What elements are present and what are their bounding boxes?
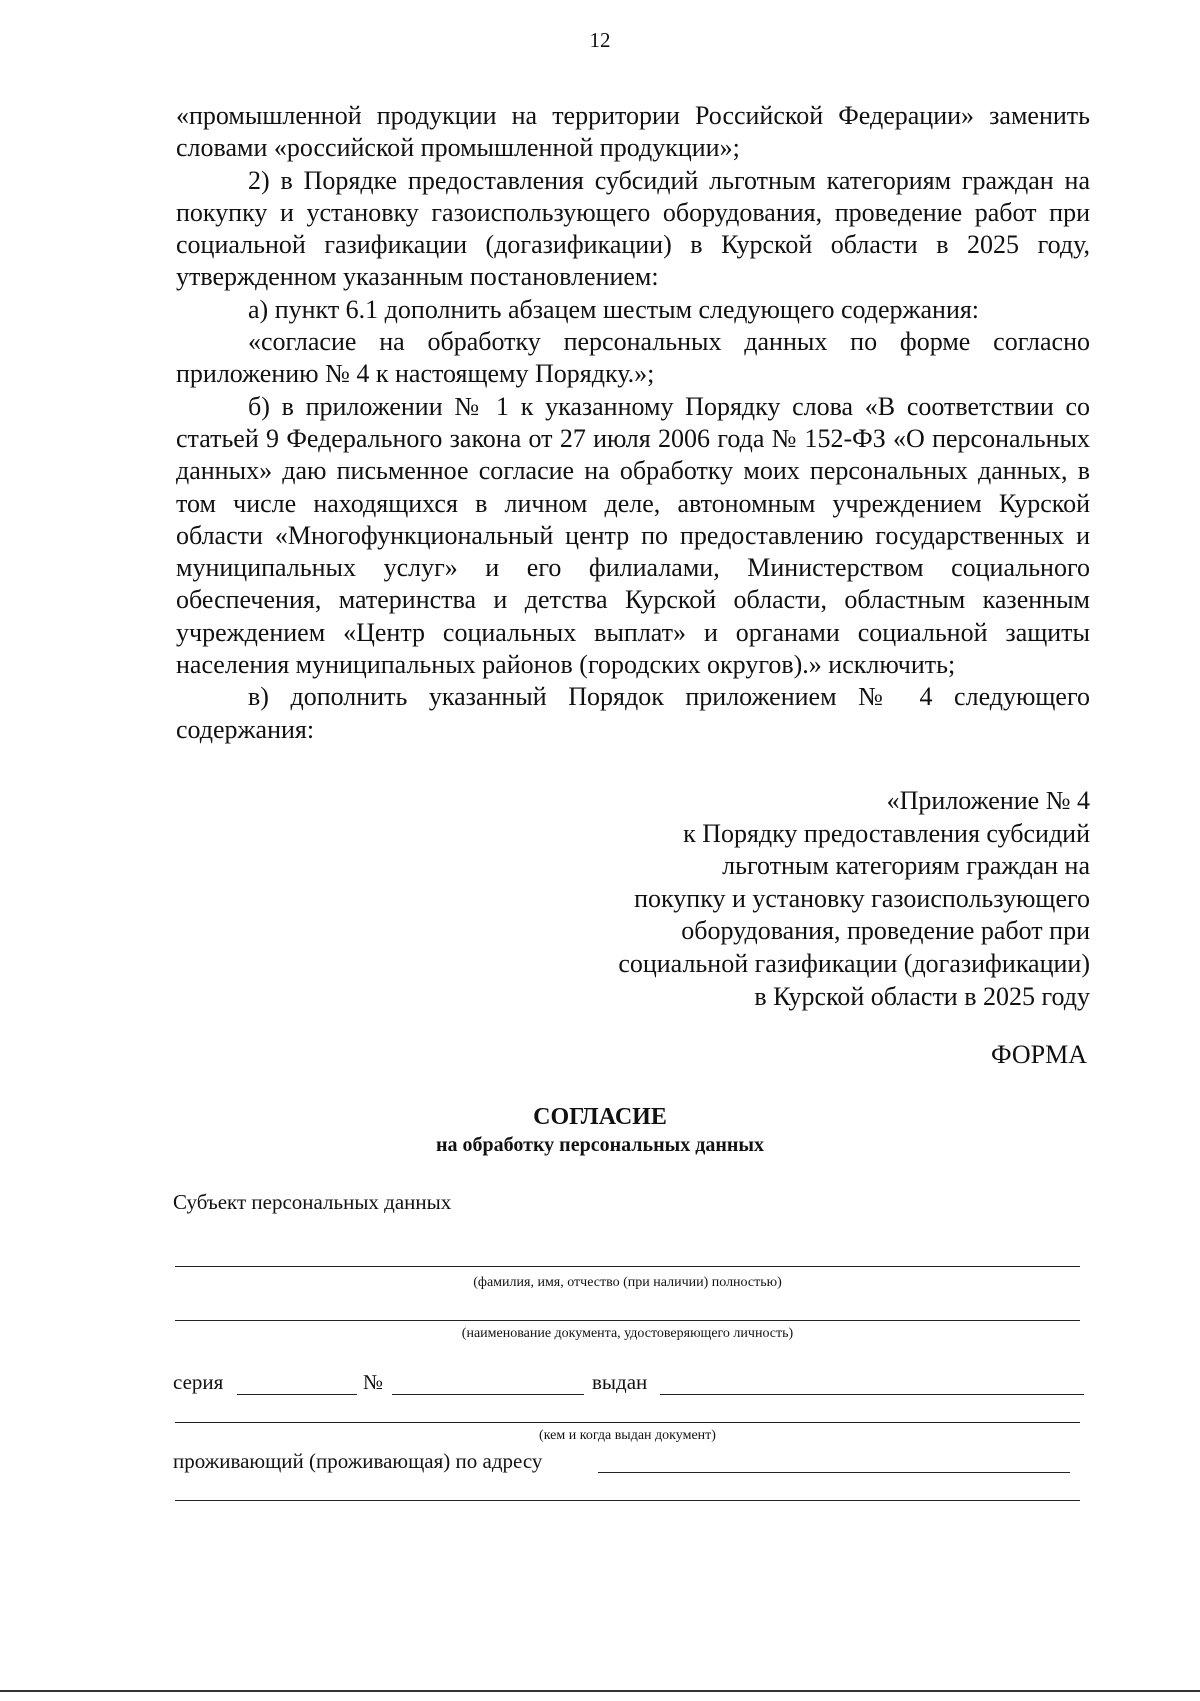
paragraph-replacement: «промышленной продукции на территории Российской Федерации» заменить словами «российской промышленной продукции»; <box>176 101 1090 163</box>
form-subtitle: на обработку персональных данных <box>436 1134 764 1156</box>
appendix-line: к Порядку предоставления субсидий <box>683 818 1090 848</box>
series-label: серия <box>173 1370 224 1394</box>
issued-caption: (кем и когда выдан документ) <box>539 1428 716 1443</box>
appendix-line: льготным категориям граждан на <box>722 851 1090 881</box>
appendix-line: «Приложение № 4 <box>886 786 1090 815</box>
number-field-line[interactable] <box>392 1394 584 1395</box>
paragraph-item-b: б) в приложении № 1 к указанному Порядку слова «В соответствии со статьей 9 Федерального закона от 27 июля 2006 года № 152-ФЗ «О персональных данных» даю письменное согласие на обработку моих персональных данных, в том числе находящихся в личном деле, автономным учреждением Курской области «Многофункциональный центр по предоставлению государственных и муниципальных услуг» и его филиалами, Министерством социального обеспечения, материнства и детства Курской области, областным казенным учреждением «Центр социальных выплат» и органами социальной защиты населения муниципальных районов (городских округов).» исключить; <box>176 391 1090 680</box>
issued-field-line[interactable] <box>660 1394 1084 1395</box>
address-continuation-line[interactable] <box>175 1500 1080 1501</box>
fio-caption: (фамилия, имя, отчество (при наличии) полностью) <box>473 1275 782 1290</box>
paragraph-item-v: в) дополнить указанный Порядок приложением № 4 следующего содержания: <box>176 682 1090 744</box>
address-label: проживающий (проживающая) по адресу <box>173 1449 543 1473</box>
appendix-line: покупку и установку газоиспользующего <box>634 883 1090 913</box>
address-field-line[interactable] <box>598 1472 1070 1473</box>
appendix-header <box>500 785 1090 1013</box>
page-number: 12 <box>589 28 611 52</box>
paragraph-item-2: 2) в Порядке предоставления субсидий льготным категориям граждан на покупку и установку газоиспользующего оборудования, проведение работ при социальной газификации (догазификации) в Курской области в 2025 году, утвержденном указанным постановлением: <box>176 165 1090 292</box>
paragraph-item-a: а) пункт 6.1 дополнить абзацем шестым следующего содержания: <box>248 294 980 324</box>
form-label: ФОРМА <box>991 1040 1087 1069</box>
issued-label: выдан <box>592 1370 648 1394</box>
appendix-line: социальной газификации (догазификации) <box>618 948 1090 978</box>
document-field-line[interactable] <box>175 1320 1080 1321</box>
document-caption: (наименование документа, удостоверяющего личность) <box>461 1326 794 1341</box>
body-text <box>176 100 1090 746</box>
paragraph-consent-quote: «согласие на обработку персональных данных по форме согласно приложению № 4 к настоящему Порядку.»; <box>176 327 1090 389</box>
appendix-line: оборудования, проведение работ при <box>681 916 1090 946</box>
fio-field-line[interactable] <box>175 1266 1080 1267</box>
number-label: № <box>363 1370 384 1394</box>
form-title: СОГЛАСИЕ <box>533 1104 667 1130</box>
scan-bottom-edge <box>0 1690 1200 1692</box>
appendix-line: в Курской области в 2025 году <box>754 981 1090 1011</box>
series-field-line[interactable] <box>237 1394 357 1395</box>
issued-by-field-line[interactable] <box>175 1422 1080 1423</box>
subject-label: Субъект персональных данных <box>173 1190 452 1214</box>
